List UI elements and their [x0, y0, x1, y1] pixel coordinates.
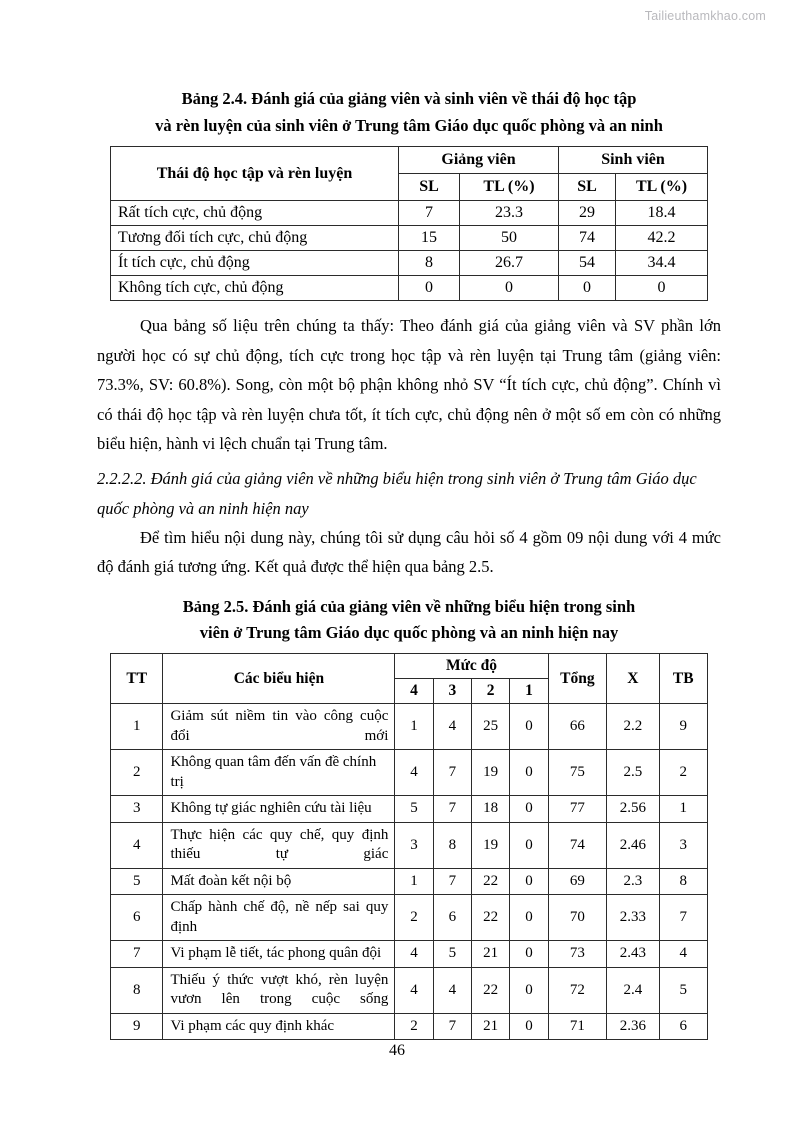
- header-group-teacher: Giảng viên: [398, 147, 558, 174]
- cell-sv-sl: 74: [559, 226, 616, 251]
- cell-sv-sl: 29: [559, 201, 616, 226]
- cell-level-2: 18: [472, 796, 510, 823]
- cell-level-1: 0: [510, 822, 548, 868]
- cell-mean: 2.33: [607, 895, 659, 941]
- header-rank: TB: [659, 654, 707, 704]
- cell-level-4: 1: [395, 868, 433, 895]
- cell-gv-sl: 0: [398, 276, 459, 301]
- table-2-5-header-row-1: [111, 654, 708, 679]
- cell-level-4: 4: [395, 967, 433, 1013]
- cell-total: 66: [548, 704, 606, 750]
- cell-sv-sl: 54: [559, 251, 616, 276]
- cell-total: 70: [548, 895, 606, 941]
- table-row: [111, 822, 708, 868]
- cell-level-2: 21: [472, 941, 510, 968]
- cell-expression: Mất đoàn kết nội bộ: [163, 868, 395, 895]
- cell-level-1: 0: [510, 1013, 548, 1040]
- cell-label: Ít tích cực, chủ động: [110, 251, 398, 276]
- table-2-4-body: [110, 201, 707, 301]
- header-level-2: 2: [472, 679, 510, 704]
- cell-rank: 9: [659, 704, 707, 750]
- cell-level-1: 0: [510, 967, 548, 1013]
- cell-expression: Không tự giác nghiên cứu tài liệu: [163, 796, 395, 823]
- cell-sv-tl: 34.4: [616, 251, 708, 276]
- table-row: [111, 967, 708, 1013]
- cell-sv-tl: 42.2: [616, 226, 708, 251]
- cell-total: 71: [548, 1013, 606, 1040]
- cell-level-4: 5: [395, 796, 433, 823]
- cell-level-1: 0: [510, 868, 548, 895]
- header-expression: Các biểu hiện: [163, 654, 395, 704]
- table-2-4-header-row-1: [110, 147, 707, 174]
- cell-level-1: 0: [510, 895, 548, 941]
- header-group-student: Sinh viên: [559, 147, 708, 174]
- cell-total: 77: [548, 796, 606, 823]
- cell-mean: 2.46: [607, 822, 659, 868]
- page-number: 46: [389, 1042, 405, 1059]
- header-attitude-label: Thái độ học tập và rèn luyện: [110, 147, 398, 201]
- watermark-text: Tailieuthamkhao.com: [644, 9, 766, 23]
- cell-expression: Vi phạm các quy định khác: [163, 1013, 395, 1040]
- cell-tt: 8: [111, 967, 163, 1013]
- header-level-3: 3: [433, 679, 471, 704]
- table-2-5-caption-line-1: Bảng 2.5. Đánh giá của giảng viên về những biểu hiện trong sinh: [182, 596, 636, 616]
- cell-gv-tl: 50: [459, 226, 558, 251]
- cell-tt: 1: [111, 704, 163, 750]
- header-student-sl: SL: [559, 174, 616, 201]
- table-row: [111, 1013, 708, 1040]
- cell-level-3: 4: [433, 967, 471, 1013]
- cell-level-4: 3: [395, 822, 433, 868]
- header-level-4: 4: [395, 679, 433, 704]
- cell-rank: 8: [659, 868, 707, 895]
- cell-total: 74: [548, 822, 606, 868]
- table-2-4-caption-line-2: và rèn luyện của sinh viên ở Trung tâm Giáo dục quốc phòng và an ninh: [155, 115, 663, 135]
- cell-gv-tl: 26.7: [459, 251, 558, 276]
- cell-label: Tương đối tích cực, chủ động: [110, 226, 398, 251]
- cell-level-3: 6: [433, 895, 471, 941]
- paragraph-method: Để tìm hiểu nội dung này, chúng tôi sử dụng câu hỏi số 4 gồm 09 nội dung với 4 mức độ đánh giá tương ứng. Kết quả được thể hiện qua bảng 2.5.: [97, 527, 721, 577]
- cell-level-4: 4: [395, 941, 433, 968]
- cell-total: 72: [548, 967, 606, 1013]
- cell-sv-tl: 0: [616, 276, 708, 301]
- cell-gv-sl: 8: [398, 251, 459, 276]
- cell-level-1: 0: [510, 941, 548, 968]
- cell-level-3: 4: [433, 704, 471, 750]
- cell-gv-tl: 23.3: [459, 201, 558, 226]
- cell-mean: 2.43: [607, 941, 659, 968]
- cell-expression: Thiếu ý thức vượt khó, rèn luyện vươn lên trong cuộc sống: [163, 967, 395, 1013]
- table-2-5-caption: [97, 594, 721, 647]
- cell-mean: 2.2: [607, 704, 659, 750]
- table-2-4: [110, 146, 708, 301]
- cell-level-3: 5: [433, 941, 471, 968]
- cell-level-4: 1: [395, 704, 433, 750]
- cell-level-3: 7: [433, 868, 471, 895]
- cell-sv-tl: 18.4: [616, 201, 708, 226]
- table-row: [111, 750, 708, 796]
- section-heading-2-2-2-2: 2.2.2.2. Đánh giá của giảng viên về những biểu hiện trong sinh viên ở Trung tâm Giáo dục quốc phòng và an ninh hiện nay: [97, 469, 697, 518]
- cell-mean: 2.56: [607, 796, 659, 823]
- table-row: [111, 704, 708, 750]
- cell-level-3: 8: [433, 822, 471, 868]
- cell-rank: 4: [659, 941, 707, 968]
- cell-level-1: 0: [510, 796, 548, 823]
- header-tt: TT: [111, 654, 163, 704]
- cell-level-1: 0: [510, 704, 548, 750]
- table-row: [111, 868, 708, 895]
- cell-rank: 3: [659, 822, 707, 868]
- table-row: [110, 276, 707, 301]
- cell-total: 73: [548, 941, 606, 968]
- header-level-group: Mức độ: [395, 654, 548, 679]
- table-2-5-body: [111, 704, 708, 1040]
- table-row: [111, 796, 708, 823]
- cell-tt: 7: [111, 941, 163, 968]
- cell-tt: 3: [111, 796, 163, 823]
- cell-expression: Không quan tâm đến vấn đề chính trị: [163, 750, 395, 796]
- table-2-5: [110, 653, 708, 1040]
- cell-level-2: 25: [472, 704, 510, 750]
- cell-expression: Chấp hành chế độ, nề nếp sai quy định: [163, 895, 395, 941]
- cell-level-3: 7: [433, 1013, 471, 1040]
- cell-rank: 1: [659, 796, 707, 823]
- cell-rank: 7: [659, 895, 707, 941]
- table-2-5-caption-line-2: viên ở Trung tâm Giáo dục quốc phòng và an ninh hiện nay: [199, 623, 619, 643]
- cell-expression: Vi phạm lễ tiết, tác phong quân đội: [163, 941, 395, 968]
- table-row: [110, 201, 707, 226]
- cell-total: 75: [548, 750, 606, 796]
- page-content: [97, 86, 721, 1040]
- cell-level-2: 22: [472, 895, 510, 941]
- table-2-4-caption-line-1: Bảng 2.4. Đánh giá của giảng viên và sinh viên về thái độ học tập: [181, 89, 637, 108]
- cell-level-1: 0: [510, 750, 548, 796]
- table-row: [110, 226, 707, 251]
- cell-mean: 2.3: [607, 868, 659, 895]
- cell-tt: 6: [111, 895, 163, 941]
- cell-level-2: 19: [472, 750, 510, 796]
- cell-total: 69: [548, 868, 606, 895]
- cell-tt: 4: [111, 822, 163, 868]
- table-row: [111, 895, 708, 941]
- table-row: [110, 251, 707, 276]
- header-total: Tổng: [548, 654, 606, 704]
- header-level-1: 1: [510, 679, 548, 704]
- cell-mean: 2.5: [607, 750, 659, 796]
- cell-tt: 5: [111, 868, 163, 895]
- cell-mean: 2.36: [607, 1013, 659, 1040]
- cell-gv-sl: 7: [398, 201, 459, 226]
- cell-level-2: 21: [472, 1013, 510, 1040]
- cell-expression: Giảm sút niềm tin vào công cuộc đổi mới: [163, 704, 395, 750]
- paragraph-analysis: Qua bảng số liệu trên chúng ta thấy: Theo đánh giá của giảng viên và SV phần lớn người học có sự chủ động, tích cực trong học tập và rèn luyện tại Trung tâm (giảng viên: 73.3%, SV: 60.8%). Song, còn một bộ phận không nhỏ SV “Ít tích cực, chủ động”. Chính vì có thái độ học tập và rèn luyện chưa tốt, ít tích cực, chủ động nên ở một số em còn có những biểu hiện, hành vi lệch chuẩn tại Trung tâm.: [97, 316, 721, 453]
- cell-label: Rất tích cực, chủ động: [110, 201, 398, 226]
- cell-mean: 2.4: [607, 967, 659, 1013]
- cell-level-4: 4: [395, 750, 433, 796]
- header-teacher-tl: TL (%): [459, 174, 558, 201]
- cell-level-3: 7: [433, 750, 471, 796]
- table-2-5-head: [111, 654, 708, 704]
- cell-expression: Thực hiện các quy chế, quy định thiếu tự giác: [163, 822, 395, 868]
- table-row: [111, 941, 708, 968]
- header-teacher-sl: SL: [398, 174, 459, 201]
- cell-tt: 2: [111, 750, 163, 796]
- cell-label: Không tích cực, chủ động: [110, 276, 398, 301]
- cell-level-4: 2: [395, 1013, 433, 1040]
- cell-level-2: 22: [472, 967, 510, 1013]
- cell-level-4: 2: [395, 895, 433, 941]
- table-2-4-head: [110, 147, 707, 201]
- header-mean: X: [607, 654, 659, 704]
- cell-rank: 2: [659, 750, 707, 796]
- cell-level-3: 7: [433, 796, 471, 823]
- cell-sv-sl: 0: [559, 276, 616, 301]
- header-student-tl: TL (%): [616, 174, 708, 201]
- cell-rank: 6: [659, 1013, 707, 1040]
- cell-rank: 5: [659, 967, 707, 1013]
- cell-gv-tl: 0: [459, 276, 558, 301]
- cell-level-2: 22: [472, 868, 510, 895]
- cell-tt: 9: [111, 1013, 163, 1040]
- cell-gv-sl: 15: [398, 226, 459, 251]
- cell-level-2: 19: [472, 822, 510, 868]
- table-2-4-caption: [97, 86, 721, 139]
